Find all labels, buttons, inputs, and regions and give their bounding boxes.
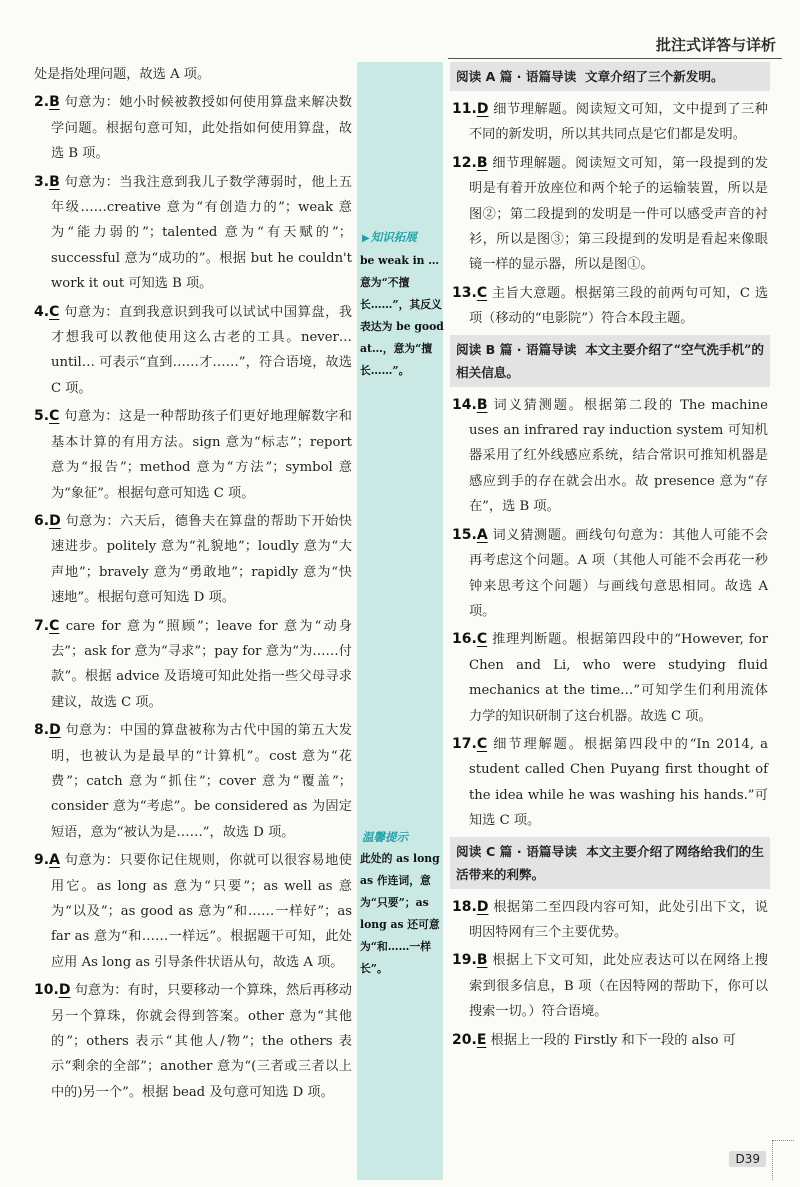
answer-text: 句意为：中国的算盘被称为古代中国的第五大发明，也被认为是最早的“计算机”。cost 意为“花费”；catch 意为“抓住”；cover 意为“覆盖”；consider 意为“考虑”。be considered as 为固定短语，意为“被认为是……”，故选 D 项。 [51, 723, 352, 840]
question-number: 2. [34, 94, 50, 111]
page-number: D39 [729, 1151, 766, 1167]
answer-letter: C [49, 303, 60, 320]
answer-text: 句意为：当我注意到我儿子数学薄弱时，他上五年级……creative 意为“有创造力的”；weak 意为“能力弱的”；talented 意为“有天赋的”；successful 意为“成功的”。根据 but he couldn't work it out 可知选 B 项。 [51, 174, 352, 292]
side-note-knowledge [360, 226, 444, 382]
left-column [34, 62, 352, 1108]
header-title: 批注式详答与详析 [655, 36, 776, 54]
question-number: 12. [452, 154, 477, 171]
answer-item [452, 393, 768, 520]
answer-text: 细节理解题。阅读短文可知，第一段提到的发明是有着开放座位和两个轮子的运输装置，所以是图②；第二段提到的发明是一件可以感受声音的衬衫，所以是图③；第三段提到的发明是看起来像眼镜一样的显示器，所以是图①。 [469, 155, 768, 273]
answer-text: 细节理解题。根据第四段中的“In 2014, a student called Chen Puyang first thought of the idea while he was washing his hands.”可知选 C 项。 [469, 736, 768, 829]
answer-letter: A [49, 852, 60, 869]
question-number: 15. [452, 526, 477, 543]
answer-item [452, 948, 768, 1024]
answer-item [452, 1028, 768, 1053]
answer-letter: B [49, 173, 60, 190]
answer-letter: D [476, 101, 489, 117]
reading-guide [450, 62, 770, 91]
answer-text: 推理判断题。根据第四段中的“However, for Chen and Li, who were studying fluid mechanics at the time…”可知学生们利用流体力学的知识研制了这台机器。故选 C 项。 [469, 632, 769, 724]
answer-text: care for 意为“照顾”；leave for 意为“动身去”；ask for 意为“寻求”；pay for 意为“为……付款”。根据 advice 及语境可知此处指一些父母寻求建议，故选 C 项。 [51, 618, 352, 710]
answer-item [34, 404, 352, 506]
answer-item [34, 62, 352, 87]
answer-item [34, 978, 352, 1105]
reading-guide [450, 837, 770, 889]
question-number: 16. [452, 631, 477, 648]
question-number: 5. [34, 408, 50, 425]
answer-item [34, 509, 352, 611]
answer-item [452, 732, 768, 834]
side-note-tag: ▶知识拓展 [362, 230, 417, 244]
answer-letter: D [49, 722, 61, 739]
question-number: 19. [452, 952, 477, 969]
answer-text: 根据上一段的 Firstly 和下一段的 also 可 [490, 1032, 736, 1048]
pointer-triangle-icon: ▶ [362, 233, 370, 244]
guide-text: 本文主要介绍了“空气洗手机”的相关信息。 [456, 341, 764, 380]
header-rule [448, 58, 782, 59]
question-number: 11. [452, 101, 477, 117]
question-number: 3. [34, 173, 50, 190]
answer-item [452, 97, 768, 148]
guide-text: 文章介绍了三个新发明。 [585, 69, 724, 84]
answer-letter: D [58, 982, 71, 999]
guide-label: 阅读 B 篇 · 语篇导读 [456, 341, 577, 357]
answer-letter: C [476, 631, 488, 648]
question-number: 7. [34, 617, 50, 634]
answer-letter: B [49, 94, 60, 111]
answer-item [34, 300, 352, 402]
answer-item [452, 895, 768, 946]
answer-text: 句意为：直到我意识到我可以试试中国算盘，我才想我可以教他使用这么古老的工具。never… until… 可表示“直到……才……”，符合语境，故选 C 项。 [51, 304, 352, 396]
question-number: 9. [34, 852, 50, 869]
answer-item [34, 848, 352, 975]
question-number: 18. [452, 898, 477, 915]
guide-label: 阅读 A 篇 · 语篇导读 [456, 69, 577, 84]
question-number: 4. [34, 303, 50, 320]
answer-letter: C [476, 284, 488, 301]
answer-letter: C [476, 735, 488, 752]
answer-text: 句意为：这是一种帮助孩子们更好地理解数字和基本计算的有用方法。sign 意为“标志”；report 意为“报告”；method 意为“方法”；symbol 意为“象征”。根据句意可知选 C 项。 [51, 409, 352, 501]
side-note-tag: 温馨提示 [362, 830, 408, 844]
answer-letter: D [49, 512, 61, 529]
answer-item [34, 90, 352, 166]
answer-text: 句意为：有时，只要移动一个算珠，然后再移动另一个算珠，你就会得到答案。other 意为“其他的”；others 表示“其他人/物”；the others 表示“剩余的全部”；another 意为“(三者或三者以上中的)另一个”。根据 bead 及句意可知选 D 项。 [51, 983, 352, 1100]
answer-item [34, 718, 352, 845]
question-number: 17. [452, 735, 477, 752]
side-note-tip [360, 826, 444, 980]
question-number: 20. [452, 1031, 477, 1048]
side-note-text: be weak in … 意为“不擅长……”，其反义表达为 be good at…，意为“擅长……”。 [360, 254, 444, 377]
side-note-text: 此处的 as long as 作连词，意为“只要”；as long as 还可意为“和……一样长”。 [360, 852, 440, 975]
guide-label: 阅读 C 篇 · 语篇导读 [456, 843, 578, 859]
answer-letter: D [476, 898, 489, 915]
answer-text: 根据第二至四段内容可知，此处引出下文，说明因特网有三个主要优势。 [469, 899, 768, 940]
answer-letter: C [49, 408, 60, 425]
question-number: 10. [34, 982, 59, 999]
answer-text: 根据上下文可知，此处应表达可以在网络上搜索到很多信息，B 项（在因特网的帮助下，你可以搜索一切。）符合语境。 [469, 953, 768, 1020]
question-number: 8. [34, 722, 50, 739]
question-number: 14. [452, 396, 477, 413]
answer-item [34, 170, 352, 297]
answer-letter: A [476, 526, 488, 543]
answer-letter: C [49, 617, 60, 634]
answer-letter: B [476, 154, 488, 171]
answer-text: 主旨大意题。根据第三段的前两句可知，C 选项（移动的“电影院”）符合本段主题。 [469, 285, 768, 327]
reading-guide [450, 335, 770, 387]
answer-text: 细节理解题。阅读短文可知，文中提到了三种不同的新发明，所以其共同点是它们都是发明。 [469, 102, 768, 143]
answer-letter: E [476, 1031, 487, 1048]
answer-item [452, 523, 768, 625]
answer-text: 词义猜测题。画线句句意为：其他人可能不会再考虑这个问题。A 项（其他人可能不会再花一秒钟来思考这个问题）与画线句意思相同。故选 A 项。 [469, 527, 768, 619]
question-number: 6. [34, 512, 50, 529]
answer-item [452, 151, 768, 278]
answer-item [452, 281, 768, 332]
question-number: 13. [452, 284, 477, 301]
answer-text: 词义猜测题。根据第二段的 The machine uses an infrared ray induction system 可知机器采用了红外线感应系统，结合常识可推知机器是感应到手的存在就会出水。故 presence 意为“存在”，选 B 项。 [469, 397, 768, 515]
right-column [452, 62, 768, 1056]
answer-text: 处是指处理问题，故选 A 项。 [34, 67, 211, 82]
answer-item [34, 614, 352, 716]
answer-item [452, 627, 768, 729]
answer-letter: B [476, 952, 488, 969]
answer-text: 句意为：只要你记住规则，你就可以很容易地使用它。as long as 意为“只要”；as well as 意为“以及”；as good as 意为“和……一样好”；as far as 意为“和……一样远”。根据题干可知，此处应用 As long as 引导条件状语从句，故选 A 项。 [51, 853, 352, 970]
answer-letter: B [476, 396, 488, 413]
guide-text: 本文主要介绍了网络给我们的生活带来的利弊。 [456, 843, 764, 882]
page-corner-dots [772, 1140, 794, 1180]
answer-text: 句意为：六天后，德鲁夫在算盘的帮助下开始快速进步。politely 意为“礼貌地”；loudly 意为“大声地”；bravely 意为“勇敢地”；rapidly 意为“快速地”。根据句意可知选 D 项。 [51, 513, 352, 606]
answer-text: 句意为：她小时候被教授如何使用算盘来解决数学问题。根据句意可知，此处指如何使用算盘，故选 B 项。 [51, 95, 352, 162]
